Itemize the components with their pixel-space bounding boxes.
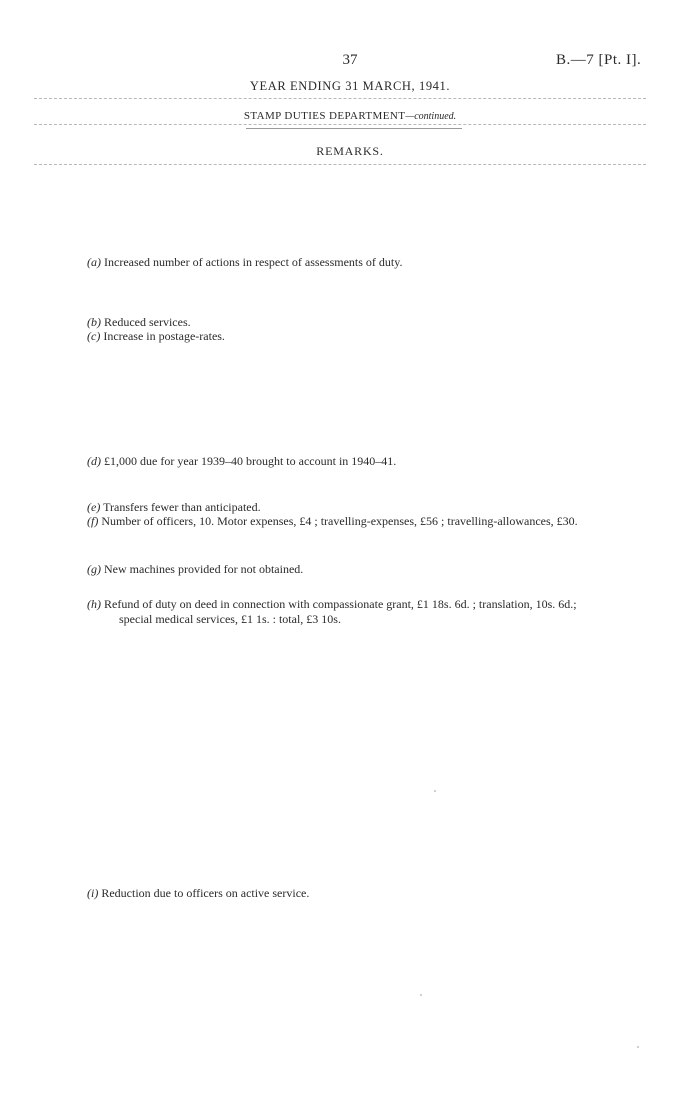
department-rule: [34, 124, 646, 125]
remark-e: [87, 500, 261, 515]
remark-text: £1,000 due for year 1939–40 brought to account in 1940–41.: [104, 454, 397, 468]
remark-c: [87, 329, 225, 344]
remark-letter: (e): [87, 500, 101, 514]
remark-letter: (g): [87, 562, 101, 576]
remark-letter: (h): [87, 597, 101, 611]
remark-d: [87, 454, 396, 469]
remark-b: [87, 315, 191, 330]
remark-text: Refund of duty on deed in connection with compassionate grant, £1 18s. 6d. ; translation, 10s. 6d.;: [104, 597, 577, 611]
department-underline: [246, 128, 462, 129]
year-heading: YEAR ENDING 31 MARCH, 1941.: [249, 79, 451, 93]
remark-text-continued: special medical services, £1 1s. : total, £3 10s.: [119, 612, 341, 626]
remark-text: Transfers fewer than anticipated.: [103, 500, 261, 514]
remark-f: [87, 514, 578, 529]
remark-letter: (b): [87, 315, 101, 329]
scan-speck: [420, 994, 422, 996]
remark-text: Number of officers, 10. Motor expenses, £4 ; travelling-expenses, £56 ; travelling-allowances, £30.: [101, 514, 578, 528]
remark-text: Increase in postage-rates.: [103, 329, 225, 343]
remarks-rule: [34, 164, 646, 165]
remark-text: Reduced services.: [104, 315, 191, 329]
scan-speck: [637, 1046, 639, 1048]
department-name: STAMP DUTIES DEPARTMENT: [243, 110, 406, 122]
department-heading: [0, 110, 700, 122]
remark-i: [87, 886, 309, 901]
remarks-heading: REMARKS.: [316, 144, 384, 158]
remark-letter: (c): [87, 329, 101, 343]
remark-g: [87, 562, 303, 577]
remark-a: [87, 255, 402, 270]
page-number: 37: [342, 52, 358, 68]
remark-letter: (a): [87, 255, 101, 269]
remark-text: New machines provided for not obtained.: [104, 562, 304, 576]
document-reference: B.—7 [Pt. I].: [556, 52, 642, 68]
remark-letter: (d): [87, 454, 101, 468]
remark-h: [87, 597, 577, 627]
remark-letter: (f): [87, 514, 99, 528]
header-rule: [34, 98, 646, 99]
department-continued: —continued.: [405, 111, 457, 122]
remark-letter: (i): [87, 886, 99, 900]
scan-speck: [434, 790, 436, 792]
remark-text: Reduction due to officers on active service.: [101, 886, 310, 900]
remark-text: Increased number of actions in respect of assessments of duty.: [104, 255, 403, 269]
